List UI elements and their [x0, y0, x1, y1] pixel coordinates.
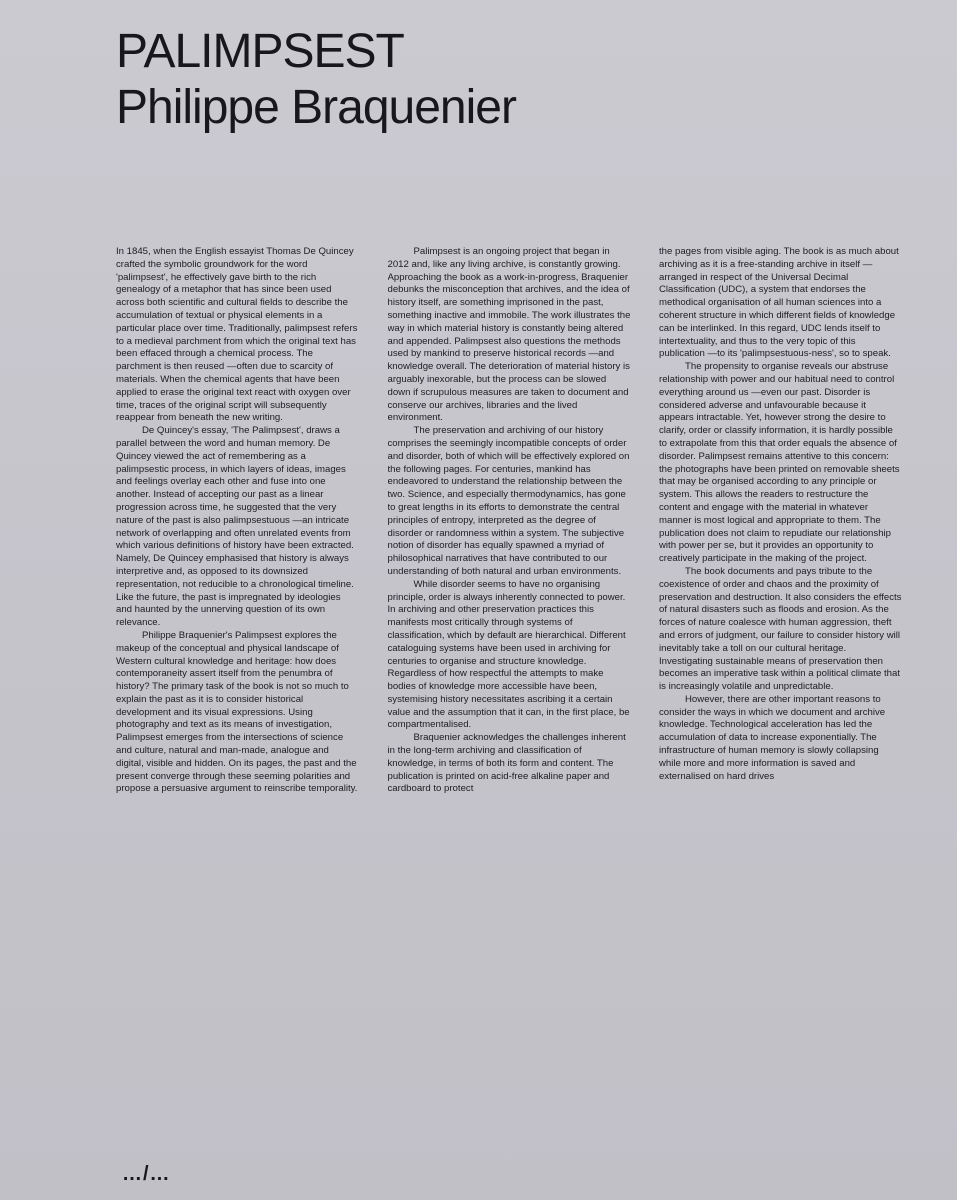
text-column-3	[659, 246, 902, 1066]
paragraph: De Quincey's essay, 'The Palimpsest', draws a parallel between the word and human memory. De Quincey viewed the act of remembering as a palimpsestic process, in which layers of ideas, images and feelings overlay each other and fuse into one another. Instead of accepting our past as a linear progression across time, he suggested that the very nature of the past is also palimpsestuous —an intricate network of overlapping and often unrelated events from which various definitions of history have been extracted. Namely, De Quincey emphasised that history is always interpretive and, as opposed to its downsized representation, not reducible to a chronological timeline. Like the future, the past is impregnated by ideologies and haunted by the unnerving question of its own relevance.	[116, 425, 354, 629]
paragraph: Philippe Braquenier's Palimpsest explores the makeup of the conceptual and physical landscape of Western cultural knowledge and heritage: how does contemporaneity assert itself from the penumbra of history? The primary task of the book is not so much to explain the past as it is to consider historical development and its visual expressions. Using photography and text as its means of investigation, Palimpsest emerges from the intersections of science and culture, natural and man-made, analogue and digital, visible and hidden. On its pages, the past and the present converge through these seeming polarities and propose a persuasive argument to reinscribe temporality.	[116, 629, 358, 795]
author-name: Philippe Braquenier	[116, 81, 516, 134]
paragraph: the pages from visible aging. The book is as much about archiving as it is a free-standing archive in itself —arranged in respect of the Universal Decimal Classification (UDC), a system that endorses the methodical organisation of all human sciences into a coherent structure in which different fields of knowledge can be interlinked. In this regard, UDC lends itself to intertextuality, and thus to the very topic of this publication —to its 'palimpsestuous-ness', so to speak.	[659, 246, 899, 360]
paragraph: While disorder seems to have no organising principle, order is always inherently connected to power. In archiving and other preservation practices this manifests most critically through systems of classification, which by default are hierarchical. Different cataloguing systems have been used in archiving for centuries to organise and structure knowledge. Regardless of how respectful the attempts to make bodies of knowledge more accessible have been, systemising history necessitates ascribing it a certain value and the assumption that it can, in the first place, be compartmentalised.	[387, 578, 630, 731]
page-continuation-marker: …/…	[122, 1163, 171, 1185]
title-block	[116, 24, 516, 136]
paragraph: In 1845, when the English essayist Thomas De Quincey crafted the symbolic groundwork for the word 'palimpsest', he effectively gave birth to the rich genealogy of a metaphor that has since been used across both scientific and cultural fields to describe the accumulation of textual or physical elements in a particular place over time. Traditionally, palimpsest refers to a medieval parchment from which the original text has been effaced through a chemical process. The parchment is then reused —often due to scarcity of materials. When the chemical agents that have been applied to erase the original text react with oxygen over time, traces of the original script will subsequently reappear from beneath the new writing.	[116, 246, 358, 424]
paragraph: Braquenier acknowledges the challenges inherent in the long-term archiving and classification of knowledge, in terms of both its form and content. The publication is printed on acid-free alkaline paper and cardboard to protect	[387, 732, 626, 795]
paragraph: The preservation and archiving of our history comprises the seemingly incompatible concepts of order and disorder, both of which will be effectively explored on the following pages. For centuries, mankind has endeavored to understand the relationship between the two. Science, and especially thermodynamics, has gone to great lengths in its efforts to demonstrate the central principles of entropy, interpreted as the degree of disorder or randomness within a system. The subjective notion of disorder has equally spawned a myriad of philosophical narratives that have contributed to our understanding of both natural and urban environments.	[387, 425, 630, 577]
text-columns	[116, 246, 902, 1066]
paragraph: The propensity to organise reveals our abstruse relationship with power and our habitual need to control everything around us —even our past. Disorder is considered adverse and unfavourable because it appears intractable. Yet, however strong the desire to clarify, order or classify information, it is hardly possible to extrapolate from this that order equals the absence of disorder. Palimpsest remains attentive to this concern: the photographs have been printed on removable sheets that may be organised according to any principle or system. This allows the readers to restructure the content and engage with the material in whatever manner is most logical and appropriate to them. The publication does not claim to repudiate our relationship with power per se, but it provides an opportunity to creatively participate in the making of the project.	[659, 361, 900, 565]
project-title: PALIMPSEST	[116, 25, 404, 78]
paragraph: The book documents and pays tribute to the coexistence of order and chaos and the proximity of preservation and destruction. It also considers the effects of natural disasters such as floods and erosion. As the forces of nature coalesce with human aggression, theft and errors of judgment, our failure to consider history will inevitably take a toll on our cultural heritage. Investigating sustainable means of preservation then becomes an imperative task within a political climate that is increasingly volatile and unpredictable.	[659, 565, 902, 693]
text-column-1	[116, 246, 359, 1066]
paragraph: However, there are other important reasons to consider the ways in which we document and archive knowledge. Technological acceleration has led the accumulation of data to increase exponentially. The infrastructure of human memory is slowly collapsing while more and more information is saved and externalised on hard drives	[659, 693, 886, 782]
paragraph: Palimpsest is an ongoing project that began in 2012 and, like any living archive, is constantly growing. Approaching the book as a work-in-progress, Braquenier debunks the misconception that archives, and the idea of history itself, are something imprisoned in the past, something inactive and immobile. The work illustrates the way in which material history is constantly being altered and appended. Palimpsest also questions the methods used by mankind to preserve historical records —and knowledge overall. The deterioration of material history is arguably inexorable, but the process can be slowed down if scrupulous measures are taken to document and conserve our archives, libraries and the lived environment.	[387, 246, 631, 424]
text-column-2	[388, 246, 631, 1066]
